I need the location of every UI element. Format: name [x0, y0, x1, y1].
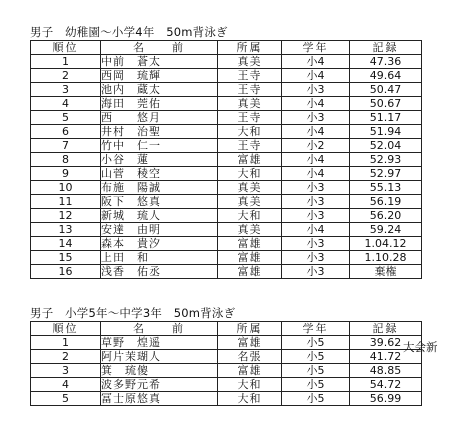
table-row [31, 195, 422, 209]
rank-cell: 4 [31, 378, 101, 392]
name-cell: 中前 蒼太 [101, 55, 218, 69]
name-cell: 草野 煌遥 [101, 336, 218, 350]
affiliation-cell: 真美 [218, 223, 282, 237]
affiliation-cell: 大和 [218, 125, 282, 139]
table-row [31, 392, 422, 406]
record-header: 記録 [350, 322, 422, 336]
grade-cell: 小3 [282, 195, 350, 209]
affiliation-header: 所属 [218, 41, 282, 55]
rank-cell: 9 [31, 167, 101, 181]
affiliation-cell: 富雄 [218, 265, 282, 279]
record-cell: 56.20 [350, 209, 422, 223]
rank-cell: 15 [31, 251, 101, 265]
table-row [31, 125, 422, 139]
rank-cell: 6 [31, 125, 101, 139]
table-row [31, 265, 422, 279]
rank-cell: 3 [31, 364, 101, 378]
grade-cell: 小5 [282, 336, 350, 350]
name-cell: 上田 和 [101, 251, 218, 265]
affiliation-cell: 富雄 [218, 251, 282, 265]
affiliation-cell: 大和 [218, 209, 282, 223]
record-cell: 48.85 [350, 364, 422, 378]
name-cell: 山菅 稜空 [101, 167, 218, 181]
affiliation-cell: 大和 [218, 167, 282, 181]
table-row [31, 364, 422, 378]
affiliation-cell: 王寺 [218, 83, 282, 97]
record-cell: 51.17 [350, 111, 422, 125]
rank-cell: 11 [31, 195, 101, 209]
name-cell: 森本 貴汐 [101, 237, 218, 251]
name-cell: 冨士原悠真 [101, 392, 218, 406]
table-row [31, 350, 422, 364]
grade-cell: 小3 [282, 265, 350, 279]
grade-cell: 小4 [282, 97, 350, 111]
record-cell: 56.99 [350, 392, 422, 406]
affiliation-cell: 富雄 [218, 336, 282, 350]
affiliation-cell: 大和 [218, 378, 282, 392]
name-header: 名 前 [101, 41, 218, 55]
grade-cell: 小3 [282, 209, 350, 223]
record-cell: 52.04 [350, 139, 422, 153]
grade-cell: 小3 [282, 237, 350, 251]
grade-header: 学年 [282, 41, 350, 55]
table-row [31, 139, 422, 153]
grade-cell: 小4 [282, 125, 350, 139]
table-header-row [31, 41, 422, 55]
name-cell: 井村 治聖 [101, 125, 218, 139]
table-row [31, 111, 422, 125]
grade-cell: 小4 [282, 55, 350, 69]
table-row [31, 237, 422, 251]
affiliation-cell: 王寺 [218, 69, 282, 83]
section1-results-table [30, 40, 422, 279]
rank-cell: 5 [31, 392, 101, 406]
table-row [31, 153, 422, 167]
table-row [31, 83, 422, 97]
grade-cell: 小5 [282, 378, 350, 392]
name-cell: 西 悠月 [101, 111, 218, 125]
rank-header: 順位 [31, 41, 101, 55]
grade-cell: 小3 [282, 111, 350, 125]
rank-cell: 8 [31, 153, 101, 167]
rank-cell: 2 [31, 69, 101, 83]
affiliation-cell: 富雄 [218, 237, 282, 251]
section2-title: 男子 小学5年～中学3年 50m背泳ぎ [30, 306, 236, 320]
grade-cell: 小3 [282, 181, 350, 195]
record-cell: 1.04.12 [350, 237, 422, 251]
grade-cell: 小5 [282, 364, 350, 378]
rank-cell: 5 [31, 111, 101, 125]
rank-cell: 4 [31, 97, 101, 111]
rank-cell: 1 [31, 55, 101, 69]
section1-title: 男子 幼稚園～小学4年 50m背泳ぎ [30, 25, 228, 39]
affiliation-cell: 大和 [218, 392, 282, 406]
affiliation-cell: 名張 [218, 350, 282, 364]
table-row [31, 55, 422, 69]
rank-cell: 2 [31, 350, 101, 364]
table-row [31, 251, 422, 265]
name-cell: 安達 由明 [101, 223, 218, 237]
grade-cell: 小3 [282, 83, 350, 97]
record-cell: 56.19 [350, 195, 422, 209]
table-row [31, 181, 422, 195]
name-cell: 西岡 琉輝 [101, 69, 218, 83]
record-cell: 54.72 [350, 378, 422, 392]
affiliation-cell: 王寺 [218, 111, 282, 125]
name-cell: 阪下 悠真 [101, 195, 218, 209]
rank-cell: 12 [31, 209, 101, 223]
rank-cell: 1 [31, 336, 101, 350]
table-row [31, 378, 422, 392]
record-cell: 47.36 [350, 55, 422, 69]
name-cell: 竹中 仁一 [101, 139, 218, 153]
record-cell: 51.94 [350, 125, 422, 139]
name-cell: 阿片茉瑚人 [101, 350, 218, 364]
table-row [31, 336, 422, 350]
record-cell: 棄権 [350, 265, 422, 279]
rank-cell: 14 [31, 237, 101, 251]
table-row [31, 97, 422, 111]
rank-cell: 13 [31, 223, 101, 237]
affiliation-cell: 富雄 [218, 153, 282, 167]
record-cell: 1.10.28 [350, 251, 422, 265]
name-cell: 池内 蔵太 [101, 83, 218, 97]
affiliation-cell: 真美 [218, 181, 282, 195]
name-cell: 海田 莞佑 [101, 97, 218, 111]
rank-header: 順位 [31, 322, 101, 336]
grade-cell: 小4 [282, 153, 350, 167]
name-cell: 波多野元希 [101, 378, 218, 392]
record-cell: 50.67 [350, 97, 422, 111]
table-row [31, 223, 422, 237]
section2-results-table [30, 321, 422, 406]
record-cell: 49.64 [350, 69, 422, 83]
grade-cell: 小4 [282, 167, 350, 181]
grade-cell: 小3 [282, 251, 350, 265]
name-cell: 浅香 佑丞 [101, 265, 218, 279]
name-header: 名 前 [101, 322, 218, 336]
record-cell: 39.62 [350, 336, 422, 350]
rank-cell: 16 [31, 265, 101, 279]
record-cell: 59.24 [350, 223, 422, 237]
grade-cell: 小5 [282, 350, 350, 364]
name-cell: 布施 陽誠 [101, 181, 218, 195]
rank-cell: 10 [31, 181, 101, 195]
name-cell: 箕 琉傻 [101, 364, 218, 378]
affiliation-cell: 王寺 [218, 139, 282, 153]
record-cell: 52.97 [350, 167, 422, 181]
table-header-row [31, 322, 422, 336]
table-row [31, 167, 422, 181]
grade-cell: 小4 [282, 69, 350, 83]
affiliation-cell: 富雄 [218, 364, 282, 378]
grade-header: 学年 [282, 322, 350, 336]
record-cell: 41.72 [350, 350, 422, 364]
name-cell: 小谷 蓮 [101, 153, 218, 167]
record-cell: 52.93 [350, 153, 422, 167]
grade-cell: 小4 [282, 223, 350, 237]
affiliation-cell: 真美 [218, 55, 282, 69]
rank-cell: 7 [31, 139, 101, 153]
affiliation-header: 所属 [218, 322, 282, 336]
rank-cell: 3 [31, 83, 101, 97]
table-row [31, 209, 422, 223]
grade-cell: 小2 [282, 139, 350, 153]
affiliation-cell: 真美 [218, 97, 282, 111]
name-cell: 新城 琉人 [101, 209, 218, 223]
affiliation-cell: 真美 [218, 195, 282, 209]
table-row [31, 69, 422, 83]
record-header: 記録 [350, 41, 422, 55]
record-cell: 55.13 [350, 181, 422, 195]
tournament-record-note: 大会新 [403, 340, 438, 354]
record-cell: 50.47 [350, 83, 422, 97]
grade-cell: 小5 [282, 392, 350, 406]
